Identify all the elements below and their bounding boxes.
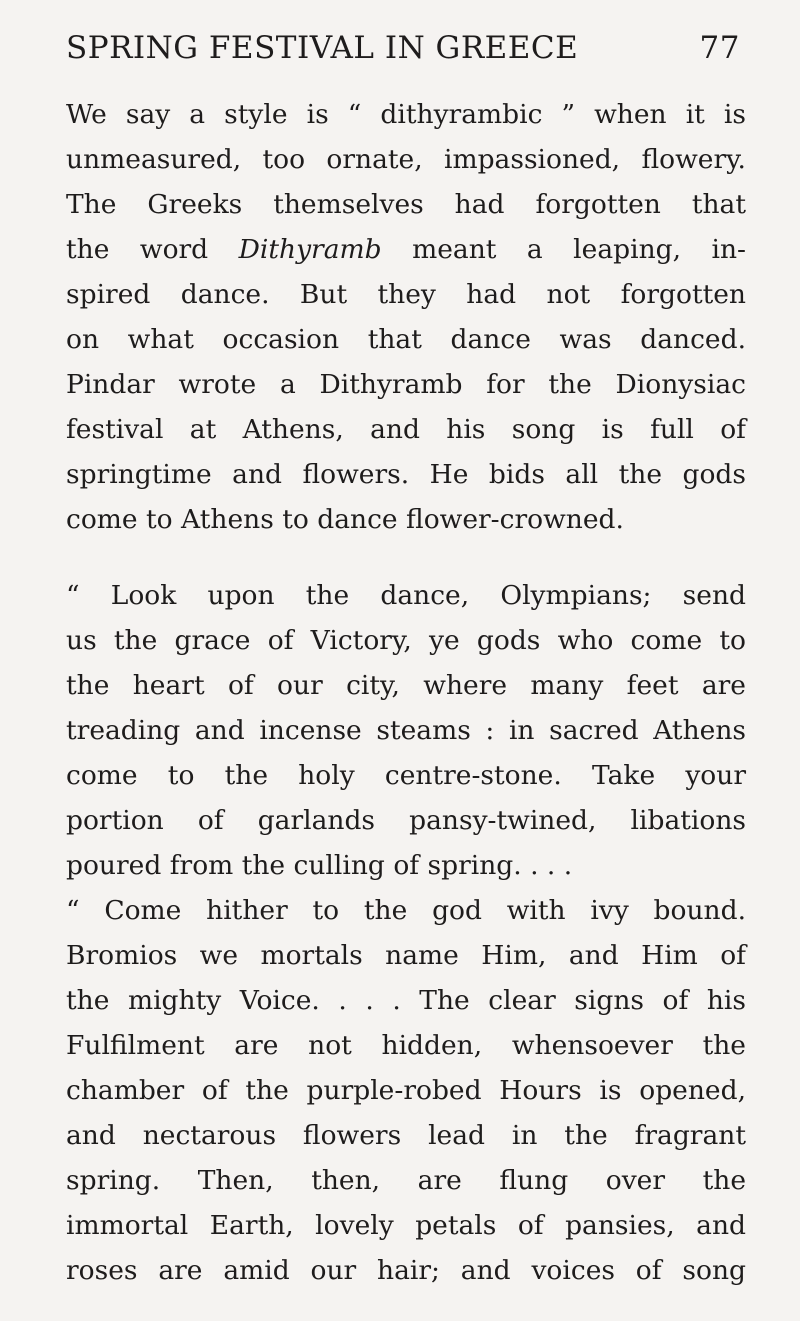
text-line: The Greeks themselves had forgotten that	[66, 189, 746, 220]
text-line: immortal Earth, lovely petals of pansies, and	[66, 1210, 746, 1241]
text-line: Bromios we mortals name Him, and Him of	[66, 940, 746, 971]
italic-term: Dithyramb	[238, 234, 382, 265]
text-line: Fulfilment are not hidden, whensoever the	[66, 1030, 746, 1061]
text-line: poured from the culling of spring. . . .	[66, 850, 573, 881]
text-line: “ Look upon the dance, Olympians; send	[66, 580, 746, 611]
text-line: spring. Then, then, are flung over the	[66, 1165, 746, 1196]
paragraph-1	[66, 92, 746, 542]
text-line: portion of garlands pansy-twined, libations	[66, 805, 746, 836]
running-head	[66, 30, 740, 74]
paragraph-2	[66, 573, 746, 888]
text-line	[66, 227, 746, 272]
text-line: Pindar wrote a Dithyramb for the Dionysiac	[66, 369, 746, 400]
text-run: meant a leaping, in-	[381, 234, 747, 265]
text-run: the word	[66, 234, 239, 265]
text-line: springtime and flowers. He bids all the gods	[66, 459, 746, 490]
body-text	[66, 92, 746, 1293]
paragraph-gap	[66, 542, 746, 573]
running-head-title: SPRING FESTIVAL IN GREECE	[66, 30, 579, 66]
text-line: us the grace of Victory, ye gods who come to	[66, 625, 746, 656]
text-line: unmeasured, too ornate, impassioned, flowery.	[66, 144, 746, 175]
text-line: We say a style is “ dithyrambic ” when it is	[66, 99, 746, 130]
text-line: roses are amid our hair; and voices of song	[66, 1255, 746, 1286]
text-line: treading and incense steams : in sacred Athens	[66, 715, 746, 746]
text-line: come to the holy centre-stone. Take your	[66, 760, 746, 791]
text-line: festival at Athens, and his song is full of	[66, 414, 746, 445]
text-line: and nectarous flowers lead in the fragrant	[66, 1120, 746, 1151]
text-line: the mighty Voice. . . . The clear signs of his	[66, 985, 746, 1016]
page-number: 77	[699, 30, 740, 66]
paragraph-3	[66, 888, 746, 1293]
text-line: spired dance. But they had not forgotten	[66, 279, 746, 310]
text-line: come to Athens to dance flower-crowned.	[66, 504, 624, 535]
text-line: on what occasion that dance was danced.	[66, 324, 746, 355]
text-line: “ Come hither to the god with ivy bound.	[66, 895, 746, 926]
text-line: the heart of our city, where many feet are	[66, 670, 746, 701]
text-line: chamber of the purple-robed Hours is opened,	[66, 1075, 746, 1106]
